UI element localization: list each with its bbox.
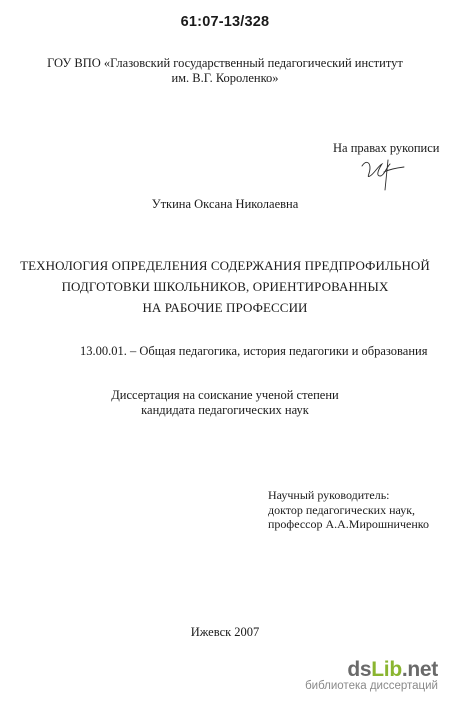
manuscript-rights-label: На правах рукописи (333, 141, 440, 155)
institution-name (0, 56, 450, 86)
author-name: Уткина Оксана Николаевна (151, 197, 299, 211)
document-code: 61:07-13/328 (180, 14, 270, 30)
title-line-1: ТЕХНОЛОГИЯ ОПРЕДЕЛЕНИЯ СОДЕРЖАНИЯ ПРЕДПРОФИЛЬНОЙ (20, 258, 430, 273)
specialty-code: 13.00.01. – Общая педагогика, история педагогики и образования (80, 344, 428, 358)
handwritten-signature (358, 152, 408, 192)
advisor-line-2: доктор педагогических наук, (268, 502, 416, 517)
dslib-logo: dsLib.net (347, 658, 438, 681)
title-line-2: ПОДГОТОВКИ ШКОЛЬНИКОВ, ОРИЕНТИРОВАННЫХ (61, 279, 389, 294)
dslib-watermark (305, 658, 438, 692)
advisor-line-1: Научный руководитель: (268, 488, 390, 502)
scientific-advisor (268, 488, 429, 532)
institution-line-1: ГОУ ВПО «Глазовский государственный педагогический институт (47, 56, 403, 70)
dissertation-title (0, 255, 450, 318)
degree-line-2: кандидата педагогических наук (141, 403, 309, 417)
degree-line-1: Диссертация на соискание ученой степени (111, 388, 339, 402)
dslib-subtitle: библиотека диссертаций (305, 680, 438, 692)
institution-line-2: им. В.Г. Короленко» (171, 71, 279, 85)
degree-statement (0, 388, 450, 418)
city-year: Ижевск 2007 (190, 625, 260, 639)
advisor-line-3: профессор А.А.Мирошниченко (268, 517, 429, 531)
title-line-3: НА РАБОЧИЕ ПРОФЕССИИ (142, 300, 308, 315)
